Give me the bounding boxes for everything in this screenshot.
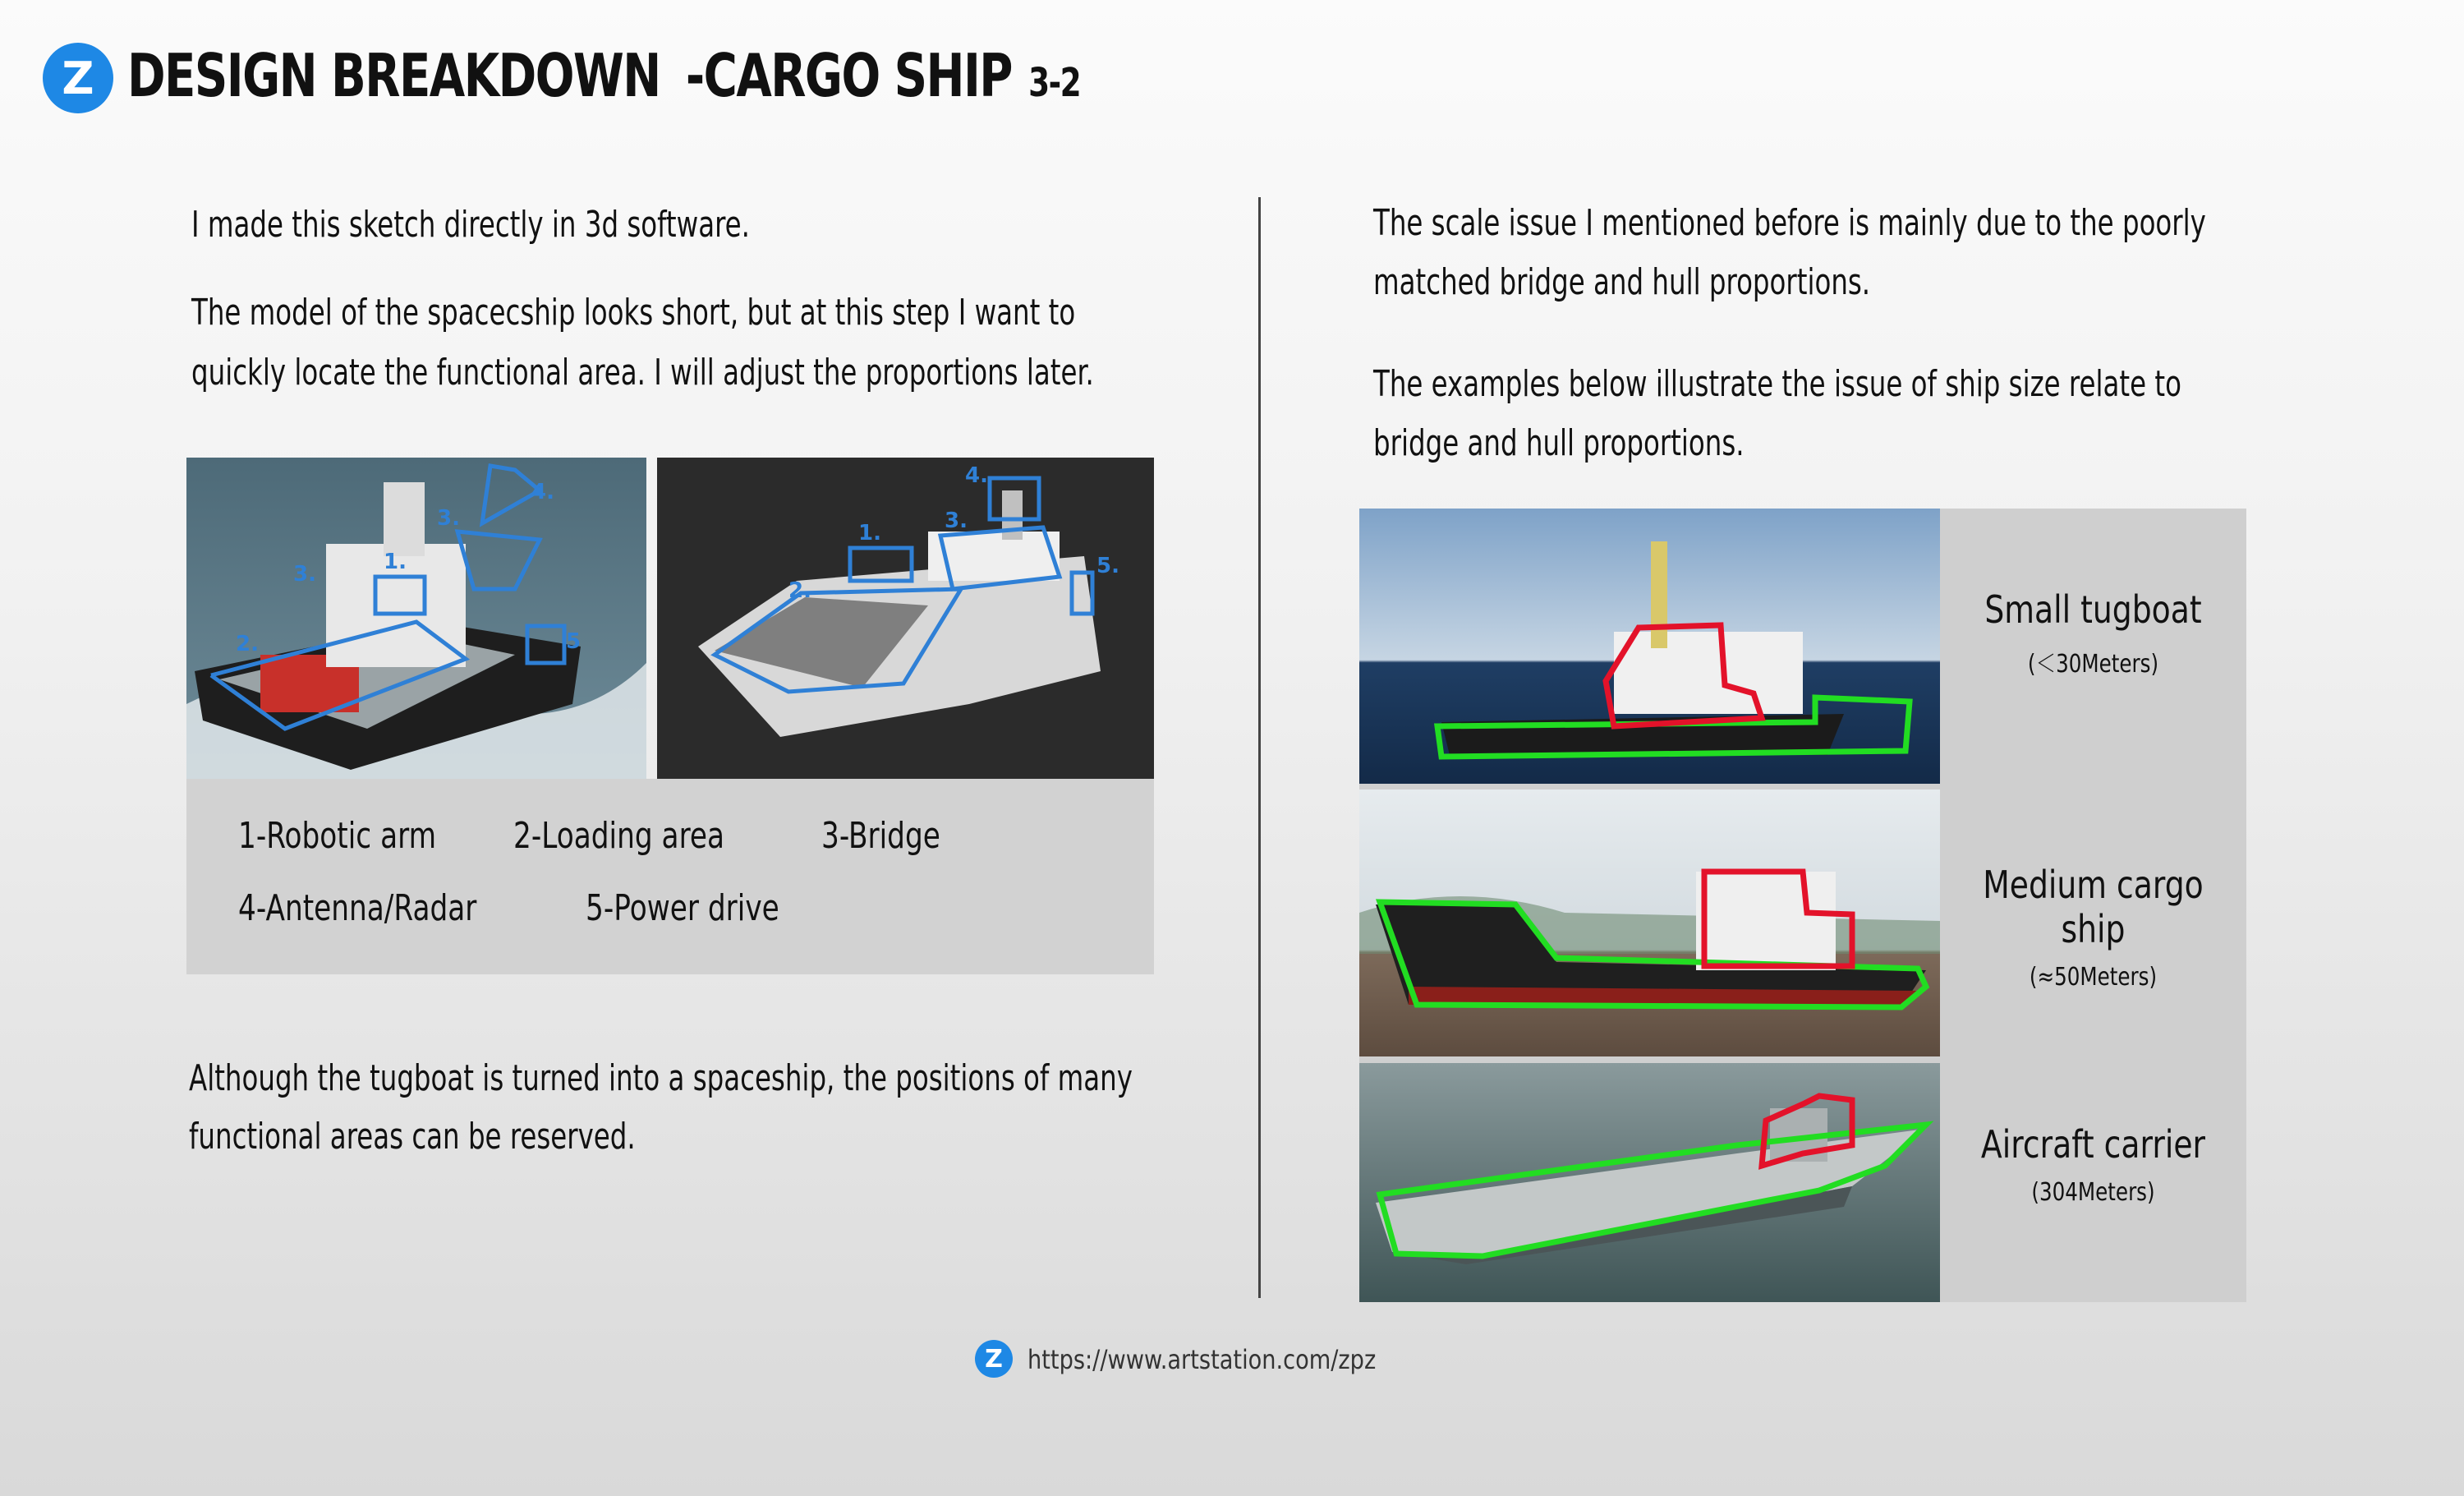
right-paragraph-1-line-2: matched bridge and hull proportions. (1373, 261, 1871, 303)
mark-5: 5 (566, 629, 582, 654)
legend-item: 2-Loading area (513, 815, 725, 857)
legend-item: 1-Robotic arm (238, 815, 437, 857)
model-mark-2: 2. (788, 578, 811, 603)
title-page-number: 3-2 (1028, 60, 1081, 106)
model-mark-4: 4. (965, 463, 988, 488)
legend-item: 5-Power drive (586, 887, 779, 929)
page-title (127, 41, 1080, 120)
logo-letter: Z (62, 52, 94, 104)
comparison-label-carrier (1940, 1122, 2246, 1207)
column-divider (1258, 197, 1261, 1298)
mark-3b: 3. (293, 562, 316, 587)
model-mark-1: 1. (858, 521, 881, 545)
ship-size: (≈50Meters) (2029, 963, 2158, 992)
ship-size: (＜30Meters) (2027, 650, 2159, 679)
left-paragraph-2-line-2: quickly locate the functional area. I will adjust the proportions later. (191, 352, 1094, 394)
model-mark-3: 3. (945, 509, 968, 533)
left-paragraph-3-line-1: Although the tugboat is turned into a spaceship, the positions of many (189, 1057, 1133, 1099)
right-paragraph-2-line-1: The examples below illustrate the issue of ship size relate to (1373, 363, 2181, 405)
left-paragraph-3-line-2: functional areas can be reserved. (189, 1116, 636, 1158)
medium-cargo-ship-photo (1359, 789, 1940, 1056)
left-paragraph-2-line-1: The model of the spacecship looks short, but at this step I want to (191, 292, 1076, 334)
legend-item: 4-Antenna/Radar (238, 887, 477, 929)
ship-name: Medium cargo ship (1983, 863, 2204, 951)
right-paragraph-2-line-2: bridge and hull proportions. (1373, 422, 1745, 464)
model-mark-5: 5. (1096, 554, 1119, 578)
artstation-link[interactable]: https://www.artstation.com/zpz (1027, 1344, 1377, 1375)
spaceship-model-render (657, 458, 1154, 779)
small-tugboat-photo (1359, 509, 1940, 784)
mark-4: 4. (531, 480, 554, 504)
title-sub: -CARGO SHIP (685, 41, 1012, 110)
footer-logo-letter: Z (985, 1344, 1003, 1374)
ship-name: Aircraft carrier (1980, 1122, 2206, 1167)
mark-2: 2. (236, 632, 259, 656)
brand-logo-icon (43, 43, 113, 113)
comparison-label-tugboat (1940, 587, 2246, 679)
ship-size: (304Meters) (2031, 1178, 2155, 1207)
tugboat-photo (186, 458, 646, 779)
comparison-label-cargo (1940, 863, 2246, 992)
legend-panel (186, 779, 1154, 974)
ship-name: Small tugboat (1984, 587, 2202, 632)
left-paragraph-1: I made this sketch directly in 3d software. (191, 204, 750, 246)
legend-item: 3-Bridge (821, 815, 940, 857)
mark-3a: 3. (437, 506, 460, 531)
aircraft-carrier-photo (1359, 1063, 1940, 1302)
footer-logo-icon (975, 1340, 1013, 1378)
mark-1: 1. (384, 550, 407, 574)
right-paragraph-1-line-1: The scale issue I mentioned before is mainly due to the poorly (1373, 202, 2206, 244)
title-main: DESIGN BREAKDOWN (127, 41, 660, 110)
